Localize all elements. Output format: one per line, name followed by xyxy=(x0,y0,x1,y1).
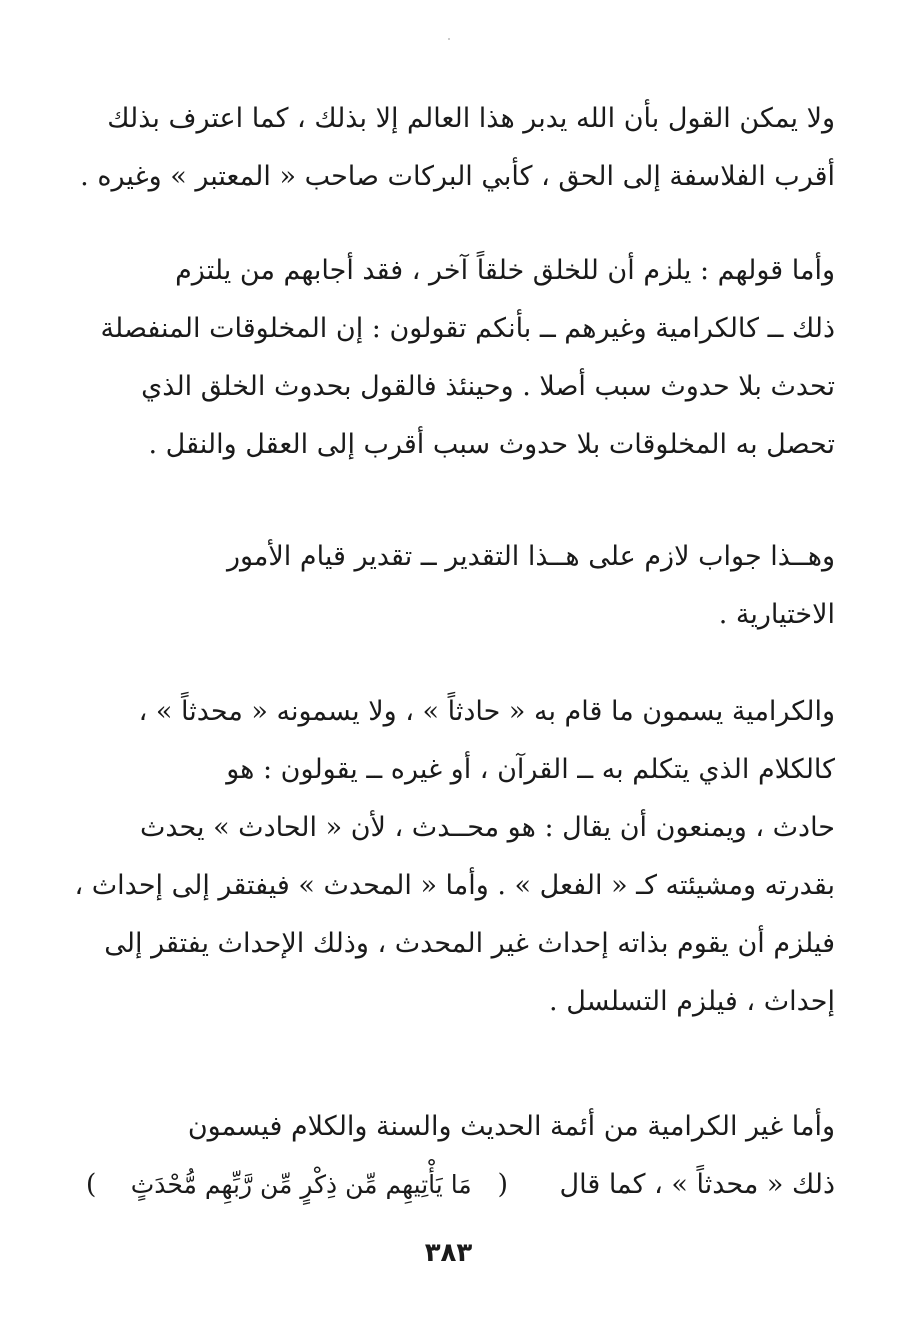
paragraph-1 xyxy=(80,90,835,206)
text-line: أقرب الفلاسفة إلى الحق ، كأبي البركات صاحب « المعتبر » وغيره . xyxy=(80,161,835,192)
paragraph-3 xyxy=(108,528,835,644)
text-line: وأما قولهم : يلزم أن للخلق خلقاً آخر ، فقد أجابهم من يلتزم xyxy=(175,255,835,286)
quran-verse: مَا يَأْتِيهِم مِّن ذِكْرٍ مِّن رَّبِّهِم مُّحْدَثٍ xyxy=(130,1170,472,1199)
quran-close-paren: ) xyxy=(85,1169,97,1200)
paragraph-5 xyxy=(85,1098,835,1214)
text-line: والكرامية يسمون ما قام به « حادثاً » ، ولا يسمونه « محدثاً » ، xyxy=(138,696,835,727)
text-line: تحدث بلا حدوث سبب أصلا . وحينئذ فالقول بحدوث الخلق الذي xyxy=(141,371,835,402)
text-line: تحصل به المخلوقات بلا حدوث سبب أقرب إلى العقل والنقل . xyxy=(148,429,835,460)
text-line: فيلزم أن يقوم بذاته إحداث غير المحدث ، وذلك الإحداث يفتقر إلى xyxy=(104,928,835,959)
page-number: ٣٨٣ xyxy=(424,1238,473,1268)
quran-open-paren: ( xyxy=(497,1169,508,1200)
quote-line xyxy=(85,1156,835,1214)
text-line: وهــذا جواب لازم على هــذا التقدير ــ تقدير قيام الأمور xyxy=(226,541,835,572)
text-line: وأما غير الكرامية من أئمة الحديث والسنة والكلام فيسمون xyxy=(187,1111,835,1142)
text-line: حادث ، ويمنعون أن يقال : هو محــدث ، لأن « الحادث » يحدث xyxy=(139,812,835,843)
scan-speck xyxy=(448,38,450,40)
text-line: ولا يمكن القول بأن الله يدبر هذا العالم إلا بذلك ، كما اعترف بذلك xyxy=(107,103,835,134)
text-line: إحداث ، فيلزم التسلسل . xyxy=(549,986,835,1017)
quote-intro: ذلك « محدثاً » ، كما قال xyxy=(559,1169,835,1200)
text-line: ذلك ــ كالكرامية وغيرهم ــ بأنكم تقولون : إن المخلوقات المنفصلة xyxy=(100,313,835,344)
text-line: كالكلام الذي يتكلم به ــ القرآن ، أو غيره ــ يقولون : هو xyxy=(226,754,835,785)
text-line: الاختيارية . xyxy=(718,599,835,630)
paragraph-4 xyxy=(74,683,835,1031)
text-line: بقدرته ومشيئته كـ « الفعل » . وأما « المحدث » فيفتقر إلى إحداث ، xyxy=(74,870,835,901)
paragraph-2 xyxy=(100,242,835,474)
